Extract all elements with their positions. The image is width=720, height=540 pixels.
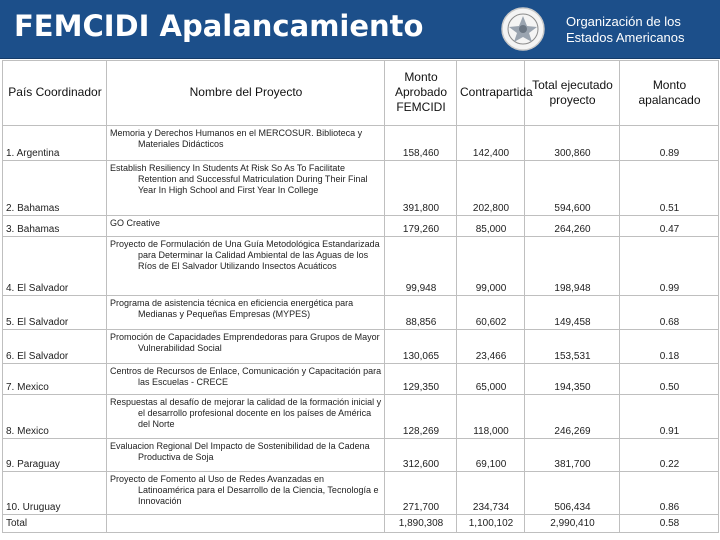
cell-contrapartida: 118,000 <box>457 395 525 439</box>
cell-apalancado: 0.18 <box>620 330 719 364</box>
cell-apalancado: 0.51 <box>620 161 719 216</box>
cell-proyecto-text: Centros de Recursos de Enlace, Comunicación y Capacitación para las Escuelas - CRECE <box>110 366 382 387</box>
table-total-row <box>3 515 719 533</box>
page-title: FEMCIDI Apalancamiento <box>14 9 424 43</box>
cell-contrapartida: 142,400 <box>457 126 525 161</box>
cell-apalancado: 0.22 <box>620 439 719 472</box>
cell-proyecto-text: Establish Resiliency In Students At Risk So As To Facilitate Retention and Successful Matriculation During Their Final Year In High School and First Year In College <box>110 163 368 195</box>
cell-total: 246,269 <box>525 395 620 439</box>
col-header-total: Total ejecutado proyecto <box>525 61 620 126</box>
header-banner <box>0 0 720 59</box>
cell-total: 194,350 <box>525 364 620 395</box>
cell-total: 506,434 <box>525 472 620 515</box>
cell-monto: 312,600 <box>385 439 457 472</box>
cell-pais: 4. El Salvador <box>3 237 107 296</box>
cell-pais: 1. Argentina <box>3 126 107 161</box>
cell-monto: 99,948 <box>385 237 457 296</box>
cell-apalancado: 0.47 <box>620 216 719 237</box>
table-row <box>3 472 719 515</box>
oas-seal-icon <box>500 6 546 52</box>
cell-proyecto <box>107 237 385 296</box>
table-header-row <box>3 61 719 126</box>
cell-proyecto-text: Proyecto de Formulación de Una Guía Metodológica Estandarizada para Determinar la Calidad Ambiental de las Aguas de los Ríos de El Salvador Utilizando Insectos Acuáticos <box>110 239 380 271</box>
cell-proyecto <box>107 395 385 439</box>
cell-monto: 88,856 <box>385 296 457 330</box>
cell-pais: 7. Mexico <box>3 364 107 395</box>
cell-proyecto <box>107 296 385 330</box>
cell-total-contrapartida: 1,100,102 <box>457 515 525 533</box>
org-name-line2: Estados Americanos <box>566 30 685 45</box>
cell-pais: 8. Mexico <box>3 395 107 439</box>
cell-proyecto <box>107 330 385 364</box>
cell-proyecto <box>107 161 385 216</box>
cell-proyecto <box>107 216 385 237</box>
cell-pais: 5. El Salvador <box>3 296 107 330</box>
cell-proyecto-text: Respuestas al desafío de mejorar la calidad de la formación inicial y el desarrollo profesional docente en los países de América del Norte <box>110 397 382 429</box>
cell-total-monto: 1,890,308 <box>385 515 457 533</box>
cell-apalancado: 0.91 <box>620 395 719 439</box>
table-row <box>3 126 719 161</box>
organization-name <box>566 14 685 46</box>
cell-apalancado: 0.86 <box>620 472 719 515</box>
cell-total: 264,260 <box>525 216 620 237</box>
cell-contrapartida: 234,734 <box>457 472 525 515</box>
cell-monto: 158,460 <box>385 126 457 161</box>
cell-proyecto <box>107 439 385 472</box>
cell-monto: 391,800 <box>385 161 457 216</box>
cell-contrapartida: 65,000 <box>457 364 525 395</box>
table-row <box>3 395 719 439</box>
cell-proyecto <box>107 472 385 515</box>
cell-total: 198,948 <box>525 237 620 296</box>
projects-table-container <box>2 60 718 533</box>
cell-contrapartida: 23,466 <box>457 330 525 364</box>
cell-apalancado: 0.68 <box>620 296 719 330</box>
table-row <box>3 161 719 216</box>
cell-monto: 271,700 <box>385 472 457 515</box>
cell-total: 149,458 <box>525 296 620 330</box>
cell-total-empty <box>107 515 385 533</box>
col-header-monto: Monto Aprobado FEMCIDI <box>385 61 457 126</box>
cell-pais: 9. Paraguay <box>3 439 107 472</box>
table-row <box>3 296 719 330</box>
cell-total-total: 2,990,410 <box>525 515 620 533</box>
cell-monto: 128,269 <box>385 395 457 439</box>
table-row <box>3 439 719 472</box>
cell-contrapartida: 69,100 <box>457 439 525 472</box>
cell-proyecto <box>107 126 385 161</box>
cell-pais: 3. Bahamas <box>3 216 107 237</box>
col-header-apalancado: Monto apalancado <box>620 61 719 126</box>
cell-total: 153,531 <box>525 330 620 364</box>
table-row <box>3 216 719 237</box>
cell-proyecto-text: Programa de asistencia técnica en eficiencia energética para Medianas y Pequeñas Empresas (MYPES) <box>110 298 354 319</box>
cell-total: 381,700 <box>525 439 620 472</box>
cell-pais: 2. Bahamas <box>3 161 107 216</box>
cell-proyecto-text: Memoria y Derechos Humanos en el MERCOSUR. Biblioteca y Materiales Didácticos <box>110 128 363 149</box>
cell-proyecto-text: Proyecto de Fomento al Uso de Redes Avanzadas en Latinoamérica para el Desarrollo de la Ciencia, Tecnología e Innovación <box>110 474 379 506</box>
cell-total-apalancado: 0.58 <box>620 515 719 533</box>
cell-contrapartida: 202,800 <box>457 161 525 216</box>
cell-proyecto <box>107 364 385 395</box>
cell-monto: 129,350 <box>385 364 457 395</box>
col-header-proyecto: Nombre del Proyecto <box>107 61 385 126</box>
cell-monto: 179,260 <box>385 216 457 237</box>
cell-pais: 6. El Salvador <box>3 330 107 364</box>
cell-apalancado: 0.99 <box>620 237 719 296</box>
projects-table <box>2 60 719 533</box>
cell-proyecto-text: Evaluacion Regional Del Impacto de Sostenibilidad de la Cadena Productiva de Soja <box>110 441 370 462</box>
cell-monto: 130,065 <box>385 330 457 364</box>
cell-total: 594,600 <box>525 161 620 216</box>
cell-apalancado: 0.50 <box>620 364 719 395</box>
col-header-pais: País Coordinador <box>3 61 107 126</box>
table-row <box>3 237 719 296</box>
cell-proyecto-text: GO Creative <box>110 218 161 228</box>
table-row <box>3 364 719 395</box>
col-header-contrapartida: Contrapartida <box>457 61 525 126</box>
table-row <box>3 330 719 364</box>
cell-proyecto-text: Promoción de Capacidades Emprendedoras para Grupos de Mayor Vulnerabilidad Social <box>110 332 380 353</box>
cell-total-label: Total <box>3 515 107 533</box>
cell-contrapartida: 85,000 <box>457 216 525 237</box>
cell-total: 300,860 <box>525 126 620 161</box>
cell-contrapartida: 60,602 <box>457 296 525 330</box>
org-name-line1: Organización de los <box>566 14 681 29</box>
cell-pais: 10. Uruguay <box>3 472 107 515</box>
cell-contrapartida: 99,000 <box>457 237 525 296</box>
cell-apalancado: 0.89 <box>620 126 719 161</box>
